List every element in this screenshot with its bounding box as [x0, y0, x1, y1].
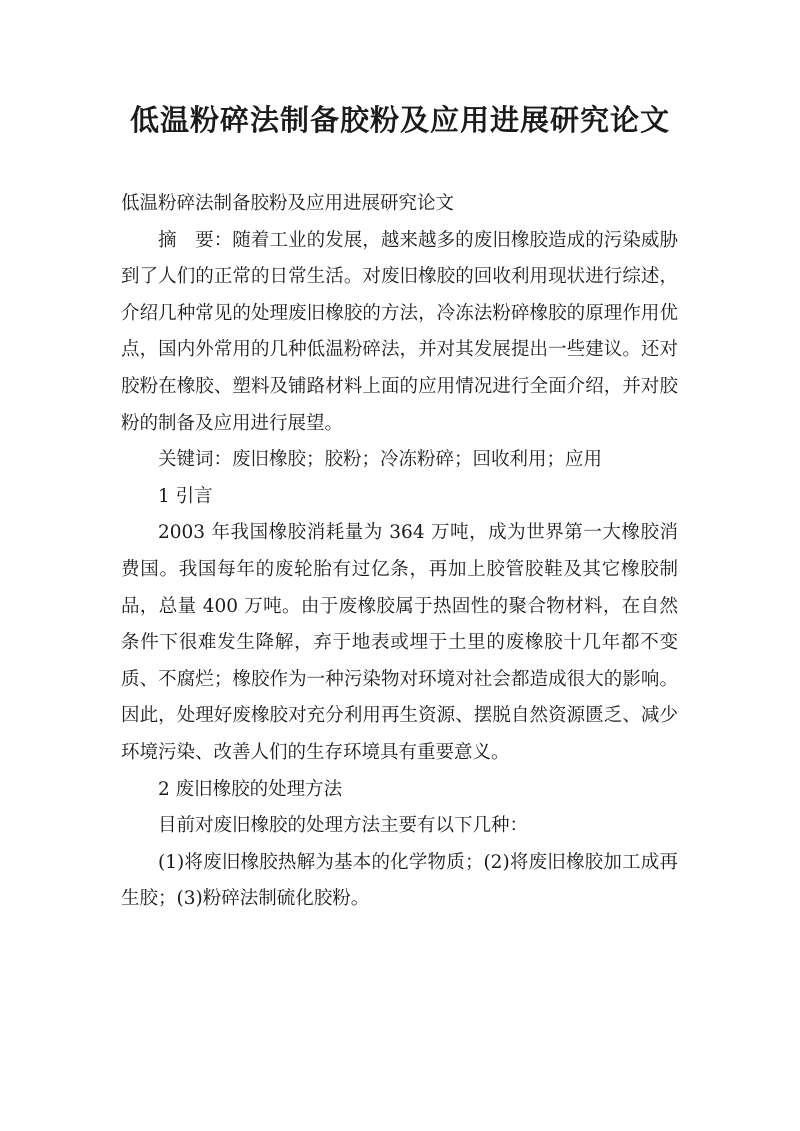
section-2-heading: 2 废旧橡胶的处理方法 — [158, 778, 343, 800]
section-2-intro: 目前对废旧橡胶的处理方法主要有以下几种： — [158, 815, 529, 837]
section-1-heading: 1 引言 — [158, 485, 213, 507]
document-subtitle: 低温粉碎法制备胶粉及应用进展研究论文 — [121, 193, 455, 214]
section-1-paragraph: 2003 年我国橡胶消耗量为 364 万吨，成为世界第一大橡胶消费国。我国每年的废轮胎有过亿条，再加上胶管胶鞋及其它橡胶制品，总量 400 万吨。由于废橡胶属于热固性的聚合物材料，在自然条件下很难发生降解，弃于地表或埋于土里的废橡胶十几年都不变质、不腐烂；橡胶作为一种污染物对环境对社会都造成很大的影响。因此，处理好废橡胶对充分利用再生资源、摆脱自然资源匮乏、减少环境污染、改善人们的生存环境具有重要意义。 — [121, 522, 678, 763]
keywords-line: 关键词：废旧橡胶；胶粉；冷冻粉碎；回收利用；应用 — [158, 449, 603, 471]
section-2-methods: (1)将废旧橡胶热解为基本的化学物质；(2)将废旧橡胶加工成再生胶；(3)粉碎法制硫化胶粉。 — [121, 851, 678, 910]
document-title: 低温粉碎法制备胶粉及应用进展研究论文 — [129, 103, 670, 137]
abstract-paragraph: 摘 要：随着工业的发展，越来越多的废旧橡胶造成的污染威胁到了人们的正常的日常生活。对废旧橡胶的回收利用现状进行综述，介绍几种常见的处理废旧橡胶的方法，冷冻法粉碎橡胶的原理作用优点，国内外常用的几种低温粉碎法，并对其发展提出一些建议。还对胶粉在橡胶、塑料及铺路材料上面的应用情况进行全面介绍，并对胶粉的制备及应用进行展望。 — [121, 229, 678, 434]
document-body — [121, 186, 678, 918]
